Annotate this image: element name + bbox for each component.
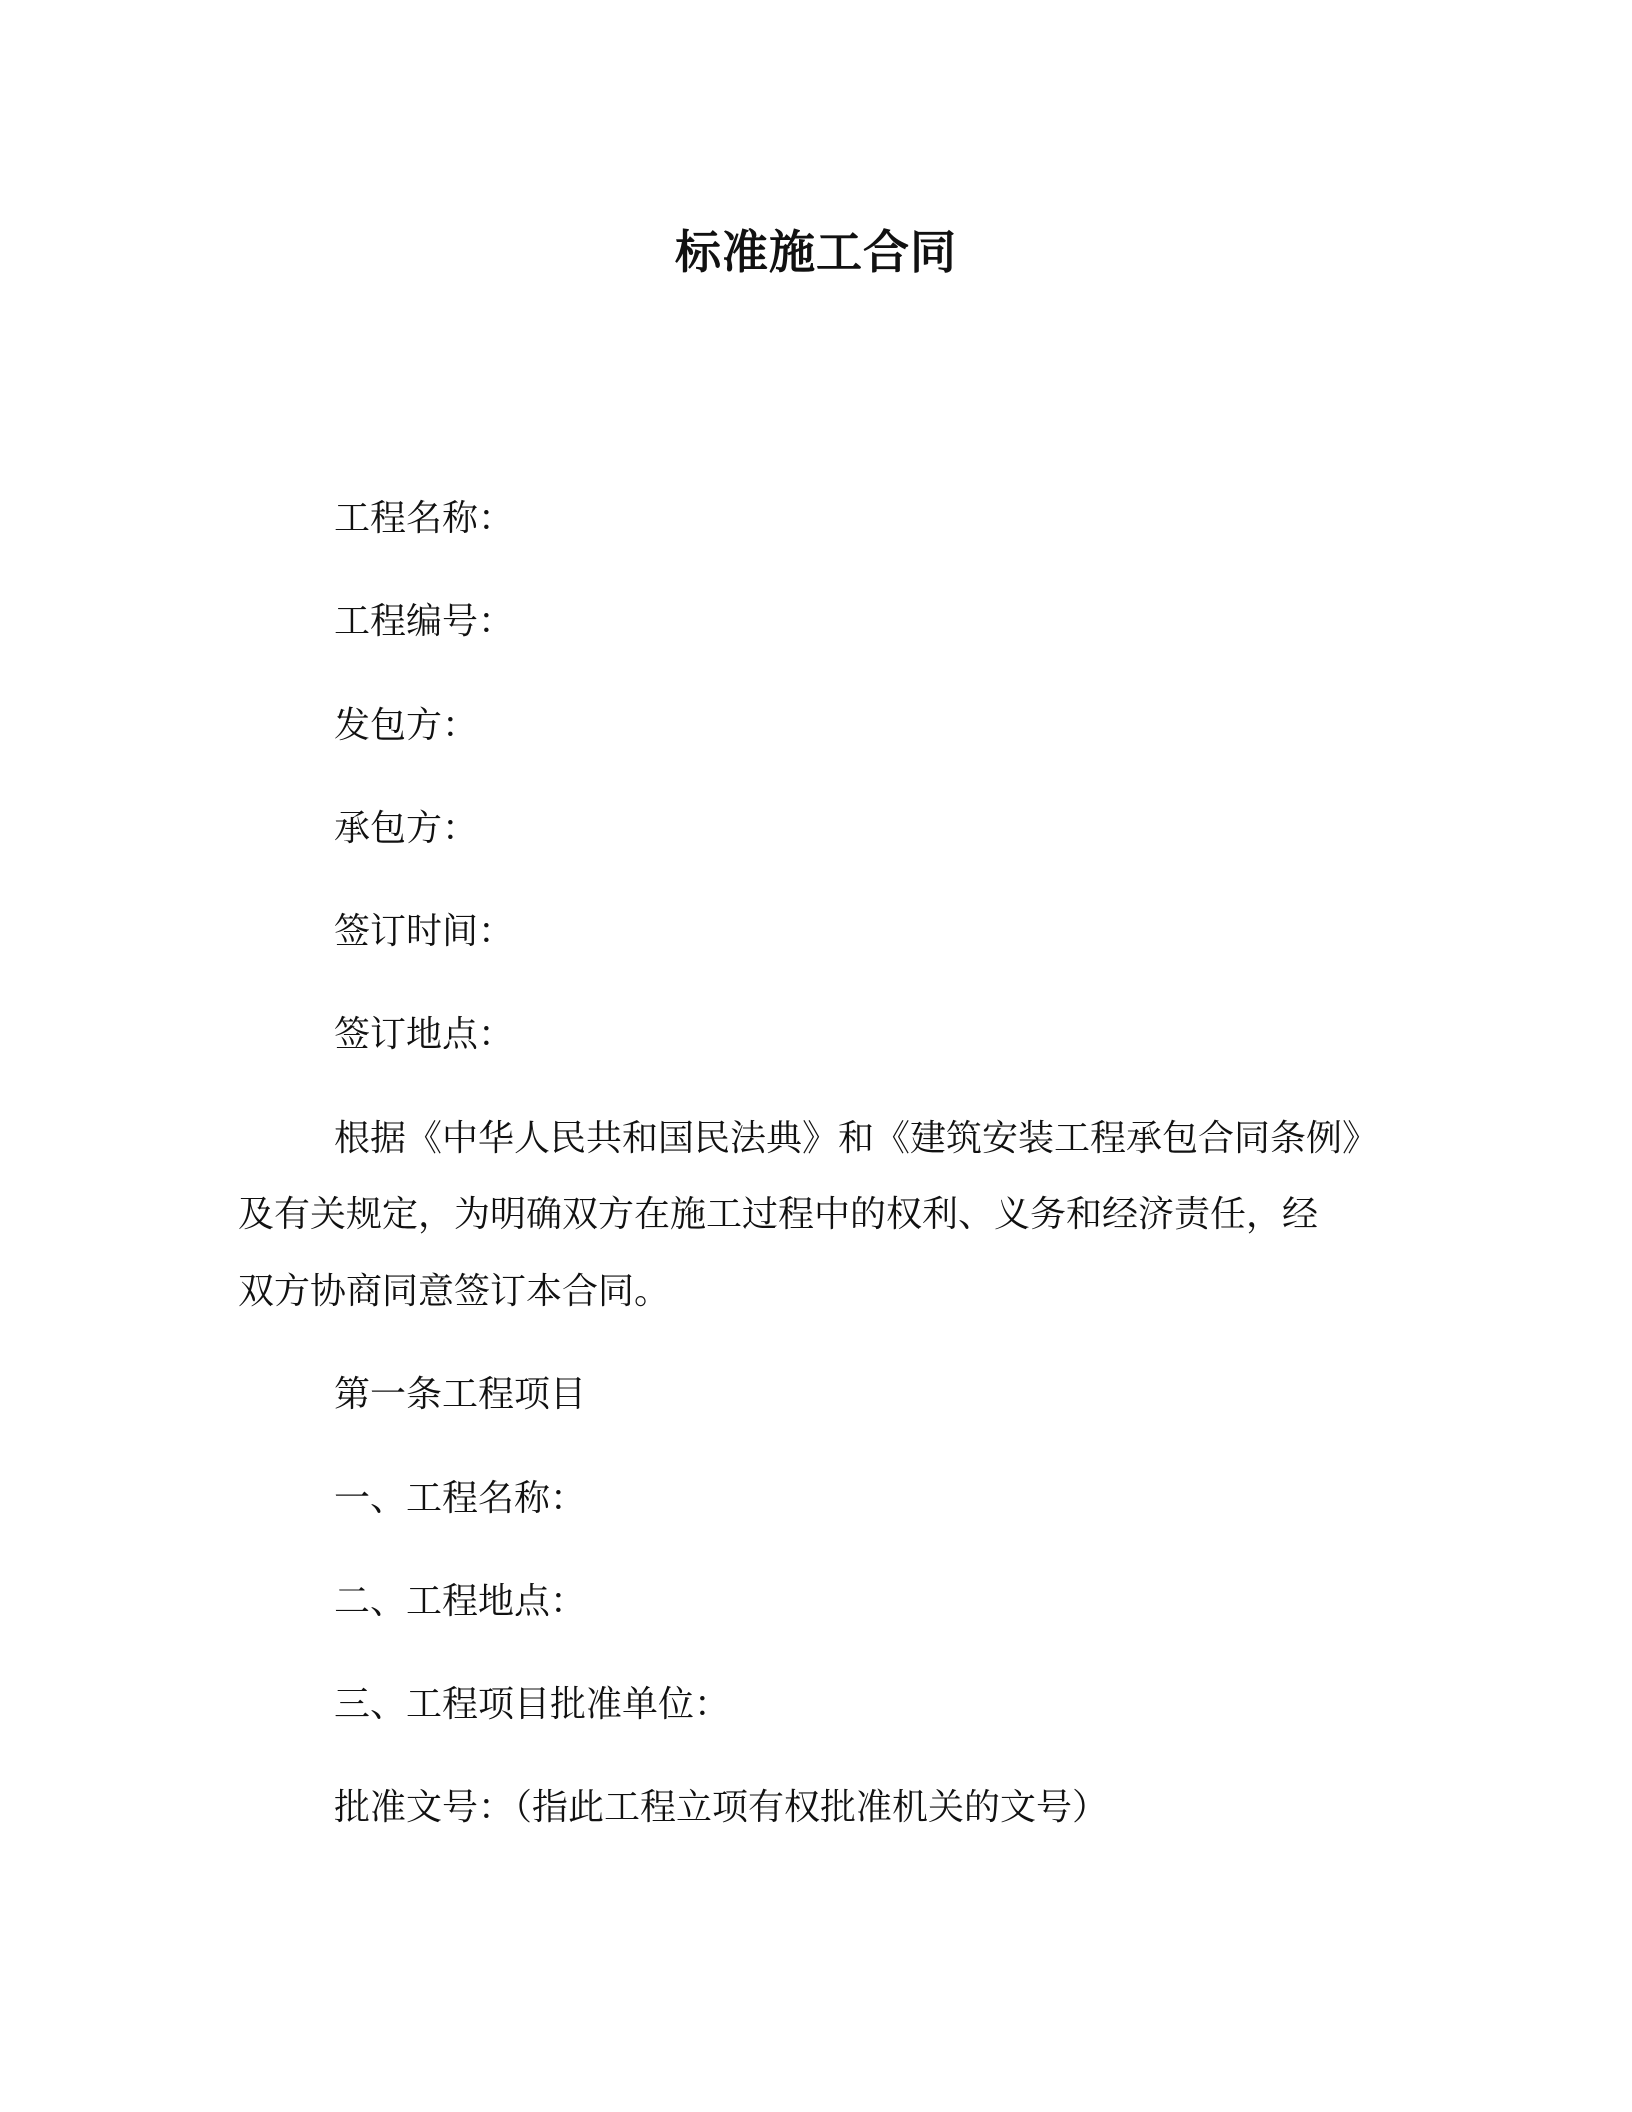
field-employer: 发包方： xyxy=(334,705,479,746)
document-title: 标准施工合同 xyxy=(675,225,957,279)
preamble-line-2: 及有关规定，为明确双方在施工过程中的权利、义务和经济责任，经 xyxy=(238,1194,1319,1235)
field-contractor: 承包方： xyxy=(334,808,479,849)
field-signing-place: 签订地点： xyxy=(334,1014,515,1055)
field-project-name: 工程名称： xyxy=(334,498,515,539)
article-1-item-project-name: 一、工程名称： xyxy=(334,1478,587,1519)
article-1-item-approval-unit: 三、工程项目批准单位： xyxy=(334,1684,731,1725)
preamble-line-3: 双方协商同意签订本合同。 xyxy=(238,1271,671,1312)
article-1-item-project-location: 二、工程地点： xyxy=(334,1581,587,1622)
preamble-line-1: 根据《中华人民共和国民法典》和《建筑安装工程承包合同条例》 xyxy=(334,1118,1379,1159)
article-1-item-approval-number: 批准文号：（指此工程立项有权批准机关的文号） xyxy=(334,1787,1109,1828)
field-project-number: 工程编号： xyxy=(334,601,515,642)
article-1-heading: 第一条工程项目 xyxy=(334,1374,587,1415)
field-signing-time: 签订时间： xyxy=(334,911,515,952)
